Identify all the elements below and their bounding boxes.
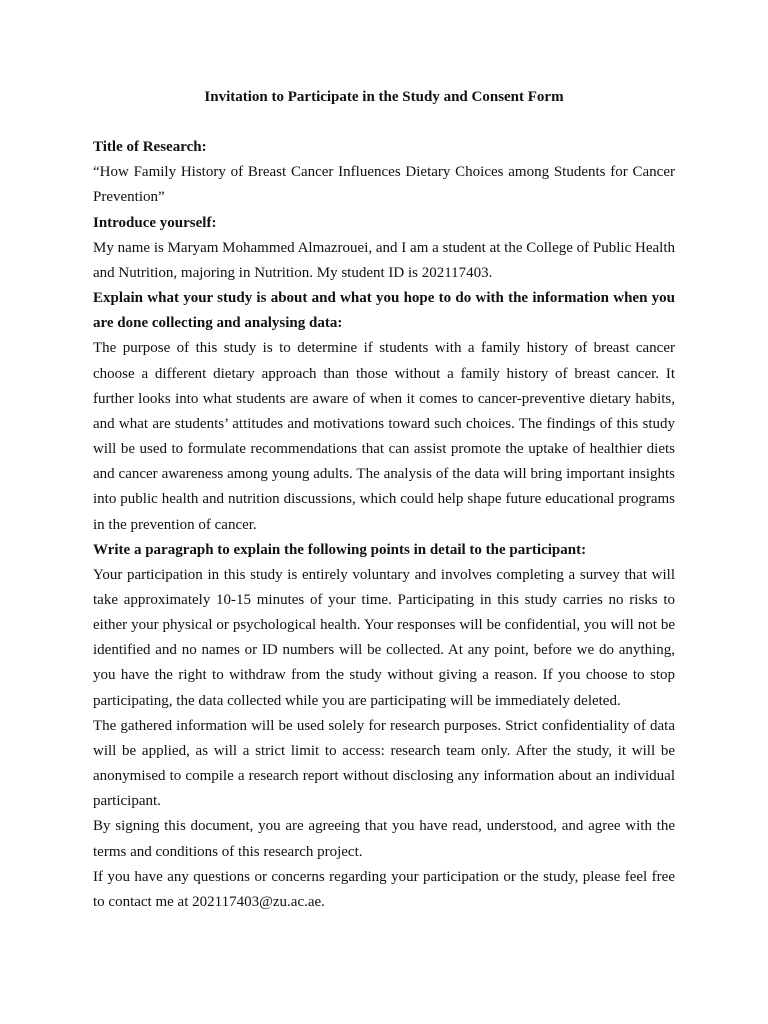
section-heading-participant-points: Write a paragraph to explain the following points in detail to the participant: (93, 541, 587, 558)
confidentiality-paragraph: The gathered information will be used solely for research purposes. Strict confidentiality of data will be applied, as will a strict limit to access: research team only. After the study, it will be anonymised to compile a research report without disclosing any information about an individual participant. (93, 717, 675, 810)
section-heading-study-purpose: Explain what your study is about and what you hope to do with the information when you are done collecting and analysing data: (93, 290, 675, 332)
section-heading-title-of-research: Title of Research: (93, 139, 207, 156)
section-heading-introduce-yourself: Introduce yourself: (93, 214, 217, 231)
participation-paragraph: Your participation in this study is entirely voluntary and involves completing a survey that will take approximately 10-15 minutes of your time. Participating in this study carries no risks to either your physical or psychological health. Your responses will be confidential, you will not be identified and no names or ID numbers will be collected. At any point, before we do anything, you have the right to withdraw from the study without giving a reason. If you choose to stop participating, the data collected while you are participating will be immediately deleted. (93, 566, 675, 709)
study-purpose-paragraph: The purpose of this study is to determine if students with a family history of breast cancer choose a different dietary approach than those without a family history of breast cancer. It further looks into what students are aware of when it comes to cancer-preventive dietary habits, and what are students’ attitudes and motivations toward such choices. The findings of this study will be used to formulate recommendations that can assist promote the uptake of healthier diets and cancer awareness among young adults. The analysis of the data will bring important insights into public health and nutrition discussions, which could help shape future educational programs in the prevention of cancer. (93, 340, 675, 533)
contact-paragraph: If you have any questions or concerns regarding your participation or the study, please feel free to contact me at 202117403@zu.ac.ae. (93, 868, 675, 910)
consent-paragraph: By signing this document, you are agreeing that you have read, understood, and agree with the terms and conditions of this research project. (93, 818, 675, 860)
document-page (93, 85, 675, 915)
document-title: Invitation to Participate in the Study and Consent Form (204, 89, 564, 105)
research-title-text: “How Family History of Breast Cancer Influences Dietary Choices among Students for Cancer Prevention” (93, 164, 675, 206)
introduction-paragraph: My name is Maryam Mohammed Almazrouei, and I am a student at the College of Public Health and Nutrition, majoring in Nutrition. My student ID is 202117403. (93, 239, 675, 281)
